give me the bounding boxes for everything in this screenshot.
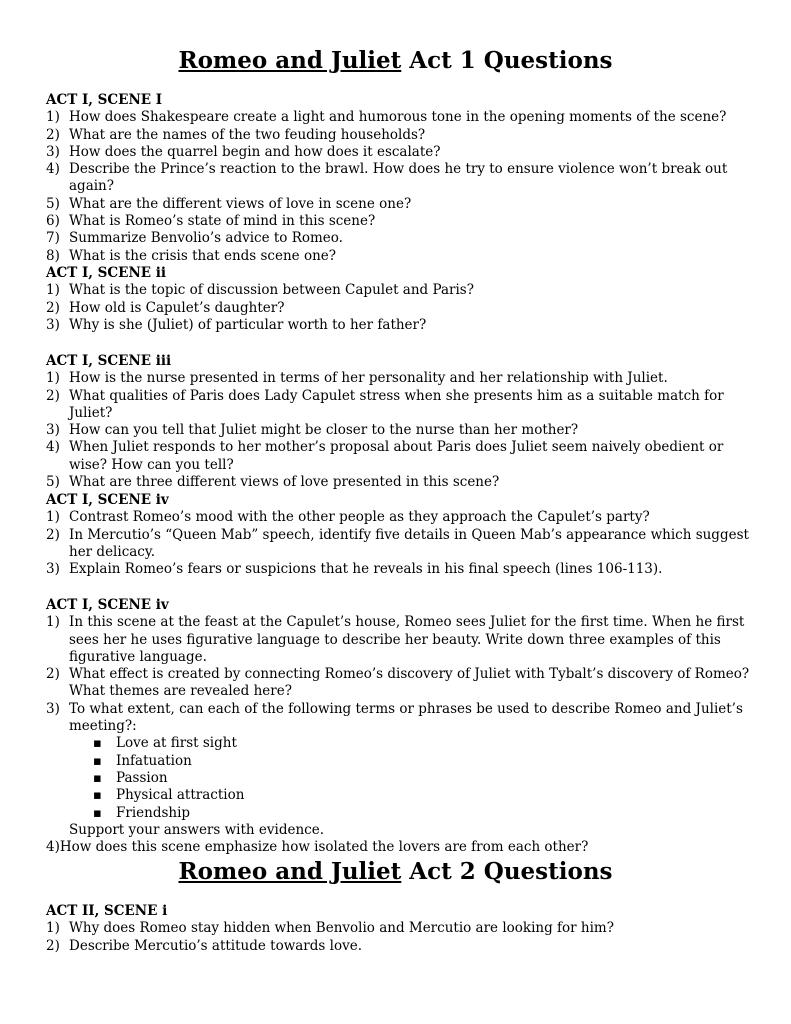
question-number: 2) [46, 666, 60, 683]
question [46, 561, 755, 578]
question-number: 1) [46, 370, 60, 387]
question [46, 109, 755, 126]
question-list [46, 109, 755, 265]
question-number: 2) [46, 299, 60, 316]
question-text: Why is she (Juliet) of particular worth to her father? [69, 316, 427, 333]
question-text: Contrast Romeo’s mood with the other people as they approach the Capulet’s party? [69, 509, 650, 526]
question-number: 1) [46, 109, 60, 126]
question-number: 3) [46, 143, 60, 160]
question [46, 614, 755, 666]
question-text: In Mercutio’s “Queen Mab” speech, identify five details in Queen Mab’s appearance which suggest her delicacy. [69, 526, 749, 560]
question [46, 230, 755, 247]
scene-heading: ACT I, SCENE iii [46, 353, 172, 369]
question-4: 4)How does this scene emphasize how isolated the lovers are from each other? [46, 839, 589, 856]
question [46, 196, 755, 213]
question-number: 4) [46, 439, 60, 456]
question-text: What are the names of the two feuding households? [69, 126, 426, 143]
question-number: 1) [46, 614, 60, 631]
question-text: What is the topic of discussion between Capulet and Paris? [69, 282, 474, 299]
question-number: 1) [46, 282, 60, 299]
question-text: When Juliet responds to her mother’s proposal about Paris does Juliet seem naively obedient or wise? How can you tell? [69, 439, 724, 473]
question [46, 388, 755, 423]
question-text: What is Romeo’s state of mind in this scene? [69, 213, 376, 230]
term-item: ▪ Physical attraction [93, 787, 755, 804]
scene2-section [46, 265, 755, 334]
question-number: 3) [46, 316, 60, 333]
question-number: 2) [46, 937, 60, 954]
question [46, 317, 755, 334]
term-item: ▪ Friendship [93, 805, 755, 822]
question-number: 3) [46, 422, 60, 439]
question-list [46, 509, 755, 578]
question [46, 666, 755, 701]
title-underlined: Romeo and Juliet [178, 858, 402, 885]
question [46, 938, 755, 955]
question-number: 3) [46, 700, 60, 717]
term-item: ▪ Infatuation [93, 753, 755, 770]
question-text: Describe Mercutio’s attitude towards love. [69, 937, 362, 954]
question-text: How can you tell that Juliet might be closer to the nurse than her mother? [69, 422, 579, 439]
question-number: 3) [46, 561, 60, 578]
question [46, 282, 755, 299]
question [46, 920, 755, 937]
question-text: Why does Romeo stay hidden when Benvolio and Mercutio are looking for him? [69, 920, 614, 937]
question [46, 370, 755, 387]
question [46, 527, 755, 562]
question-list [46, 282, 755, 334]
question-number: 8) [46, 247, 60, 264]
question-number: 1) [46, 920, 60, 937]
act1-title [0, 46, 791, 76]
question [46, 439, 755, 474]
question [46, 161, 755, 196]
act2-title [0, 857, 791, 887]
scene1-section [46, 92, 755, 265]
question-number: 2) [46, 126, 60, 143]
question-list [46, 614, 755, 735]
scene3-section [46, 353, 755, 491]
question-list [46, 920, 755, 955]
title-rest: Act 2 Questions [401, 858, 613, 885]
question-text: How is the nurse presented in terms of her personality and her relationship with Juliet. [69, 370, 668, 387]
scene-heading: ACT II, SCENE i [46, 903, 168, 919]
question-text: How does the quarrel begin and how does it escalate? [69, 143, 441, 160]
question-number: 4) [46, 161, 60, 178]
question-text: What qualities of Paris does Lady Capulet stress when she presents him as a suitable match for Juliet? [69, 387, 724, 421]
question [46, 422, 755, 439]
scene-heading: ACT I, SCENE iv [46, 597, 169, 613]
scene5-section [46, 597, 755, 856]
question-text: What are the different views of love in scene one? [69, 195, 412, 212]
act2-scene1-section [46, 903, 755, 955]
question-number: 6) [46, 213, 60, 230]
question [46, 509, 755, 526]
title-rest: Act 1 Questions [401, 47, 613, 74]
question-text: Explain Romeo’s fears or suspicions that he reveals in his final speech (lines 106-113). [69, 561, 663, 578]
scene-heading: ACT I, SCENE I [46, 92, 163, 108]
term-item: ▪ Love at first sight [93, 735, 755, 752]
question-number: 2) [46, 387, 60, 404]
question-text: Summarize Benvolio’s advice to Romeo. [69, 230, 343, 247]
question-text: How does Shakespeare create a light and humorous tone in the opening moments of the scene? [69, 109, 727, 126]
question-text: Describe the Prince’s reaction to the brawl. How does he try to ensure violence won’t break out again? [69, 161, 728, 195]
question [46, 144, 755, 161]
question-text: What effect is created by connecting Romeo’s discovery of Juliet with Tybalt’s discovery of Romeo? What themes are revealed here? [69, 666, 750, 700]
question-number: 1) [46, 509, 60, 526]
scene-heading: ACT I, SCENE ii [46, 265, 167, 281]
question-text: To what extent, can each of the following terms or phrases be used to describe Romeo and Juliet’s meeting?: [69, 700, 743, 735]
question [46, 127, 755, 144]
question [46, 300, 755, 317]
scene4-section [46, 492, 755, 578]
scene-heading: ACT I, SCENE iv [46, 492, 169, 508]
question [46, 213, 755, 230]
question-text: In this scene at the feast at the Capulet’s house, Romeo sees Juliet for the first time. When he first sees her he uses figurative language to describe her beauty. Write down three examples of this figurative language. [69, 614, 745, 665]
support-note: Support your answers with evidence. [69, 821, 324, 838]
question-number: 5) [46, 474, 60, 491]
question [46, 474, 755, 491]
question-text: How old is Capulet’s daughter? [69, 299, 285, 316]
question-number: 2) [46, 526, 60, 543]
question-number: 7) [46, 230, 60, 247]
question [46, 701, 755, 736]
terms-list [46, 735, 755, 821]
question [46, 248, 755, 265]
question-list [46, 370, 755, 491]
question-text: What is the crisis that ends scene one? [69, 247, 337, 264]
term-item: ▪ Passion [93, 770, 755, 787]
question-number: 5) [46, 195, 60, 212]
title-underlined: Romeo and Juliet [178, 47, 402, 74]
question-text: What are three different views of love presented in this scene? [69, 474, 500, 491]
